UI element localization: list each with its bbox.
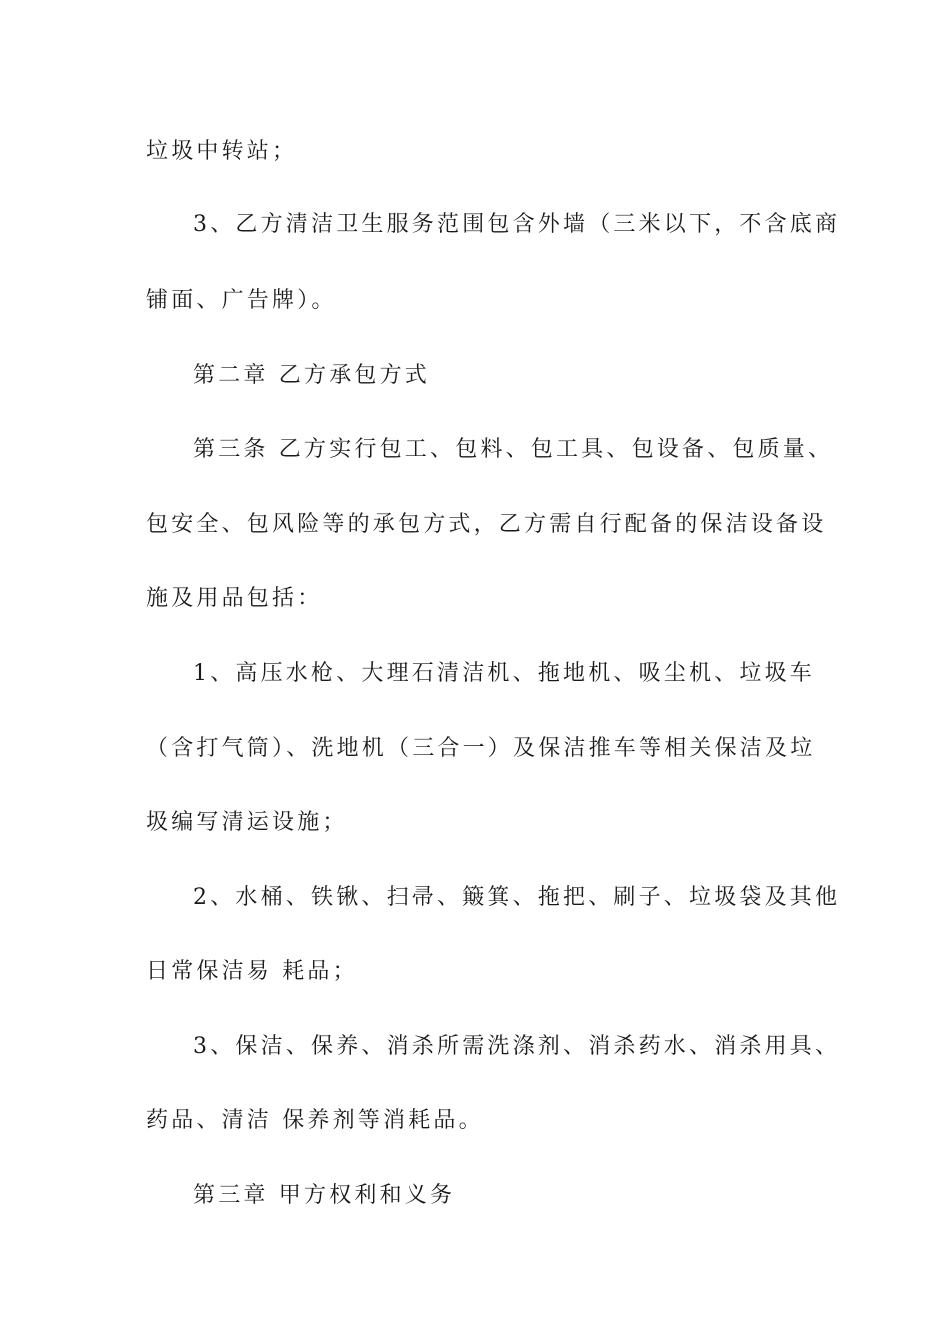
text-line-10: 圾编写清运设施； <box>146 810 348 835</box>
text-line-5: 第三条 乙方实行包工、包料、包工具、包设备、包质量、 <box>193 437 834 462</box>
chapter-heading-2: 第二章 乙方承包方式 <box>193 363 430 388</box>
text-line-9: （含打气筒）、洗地机（三合一）及保洁推车等相关保洁及垃 <box>146 736 816 761</box>
text-line-11: 2、水桶、铁锹、扫帚、簸箕、拖把、刷子、垃圾袋及其他 <box>193 885 841 910</box>
chapter-heading-3: 第三章 甲方权利和义务 <box>193 1183 456 1208</box>
text-line-1: 垃圾中转站； <box>146 139 298 164</box>
text-line-6: 包安全、包风险等的承包方式，乙方需自行配备的保洁设备设 <box>146 512 827 537</box>
text-line-13: 3、保洁、保养、消杀所需洗涤剂、消杀药水、消杀用具、 <box>193 1034 841 1059</box>
text-line-8: 1、高压水枪、大理石清洁机、拖地机、吸尘机、垃圾车 <box>193 661 815 686</box>
text-line-2: 3、乙方清洁卫生服务范围包含外墙（三米以下，不含底商 <box>193 212 841 237</box>
text-line-12: 日常保洁易 耗品； <box>146 959 358 984</box>
text-line-7: 施及用品包括： <box>146 586 323 611</box>
text-line-3: 铺面、广告牌）。 <box>146 288 337 313</box>
text-line-14: 药品、清洁 保养剂等消耗品。 <box>146 1108 484 1133</box>
